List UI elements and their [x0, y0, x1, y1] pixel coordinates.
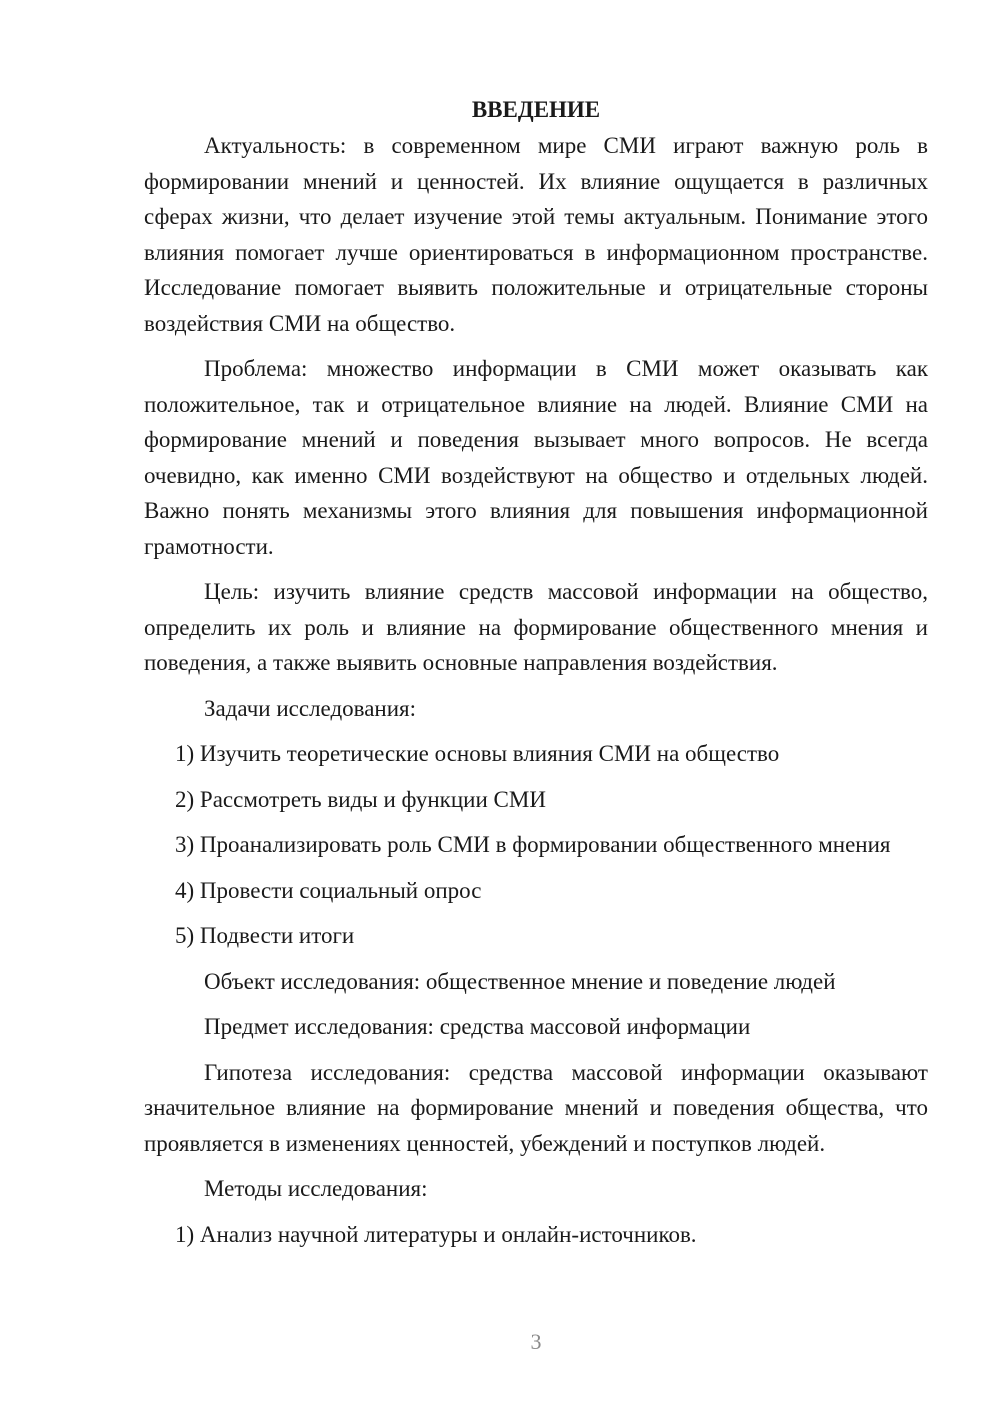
paragraph-hypothesis: Гипотеза исследования: средства массовой информации оказывают значительное влияние на формирование мнений и поведения общества, что проявляется в изменениях ценностей, убеждений и поступков людей.	[144, 1059, 928, 1156]
task-item-5: 5) Подвести итоги	[175, 923, 355, 948]
paragraph-object: Объект исследования: общественное мнение и поведение людей	[204, 968, 836, 994]
paragraph-relevance: Актуальность: в современном мире СМИ играют важную роль в формировании мнений и ценностей. Их влияние ощущается в различных сферах жизни, что делает изучение этой темы актуальным. Понимание этого влияния помогает лучше ориентироваться в информационном пространстве. Исследование помогает выявить положительные и отрицательные стороны воздействия СМИ на общество.	[144, 133, 928, 336]
methods-heading: Методы исследования:	[204, 1176, 428, 1201]
task-item-4: 4) Провести социальный опрос	[175, 877, 482, 903]
paragraph-problem: Проблема: множество информации в СМИ может оказывать как положительное, так и отрицательное влияние на людей. Влияние СМИ на формирование мнений и поведения вызывает много вопросов. Не всегда очевидно, как именно СМИ воздействуют на общество и отдельных людей. Важно понять механизмы этого влияния для повышения информационной грамотности.	[144, 356, 928, 559]
paragraph-goal: Цель: изучить влияние средств массовой информации на общество, определить их роль и влияние на формирование общественного мнения и поведения, а также выявить основные направления воздействия.	[144, 579, 928, 675]
page-number: 3	[530, 1329, 542, 1354]
method-item-1: 1) Анализ научной литературы и онлайн-источников.	[175, 1221, 697, 1247]
paragraph-subject: Предмет исследования: средства массовой информации	[204, 1014, 751, 1039]
task-item-1: 1) Изучить теоретические основы влияния СМИ на общество	[175, 741, 780, 766]
task-item-2: 2) Рассмотреть виды и функции СМИ	[175, 786, 546, 812]
page-title: ВВЕДЕНИЕ	[471, 97, 601, 122]
tasks-heading: Задачи исследования:	[204, 695, 417, 721]
task-item-3: 3) Проанализировать роль СМИ в формировании общественного мнения	[175, 832, 891, 857]
document-page	[144, 92, 928, 1262]
